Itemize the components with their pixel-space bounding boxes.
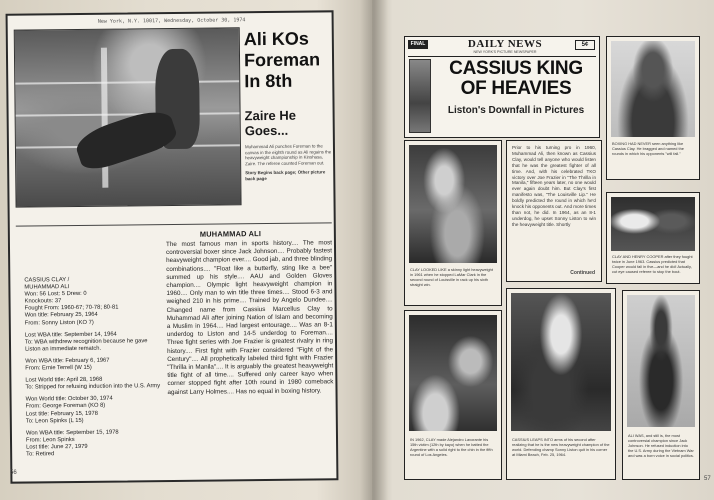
- photo-caption: CASSIUS LEAPS INTO arms of his second after realizing that he is the new heavyweight champion of the world. Defending champ Sonny Liston quit in his corner at Miami Beach, Feb. 25, 1964.: [512, 437, 610, 457]
- career-record: [24, 276, 176, 464]
- photo-ali-was: [622, 290, 700, 480]
- photo-cassius-leaps: [506, 288, 616, 480]
- ali-foreman-photo: [14, 27, 242, 207]
- record-line: From: Ernie Terrell (W 15): [25, 364, 92, 372]
- clipping-tagline: Story Begins back page; Other picture back page: [245, 169, 326, 182]
- photo-caption: IN 1962, CLAY made Alejandro Lavorante his 15th victim (12th by kayo) when he batted the Argentine with a solid right to the chin in the fifth round of Los Angeles.: [410, 437, 493, 457]
- daily-news-masthead: DAILY NEWS: [467, 38, 543, 50]
- record-line: Won WBA title: September 15, 1978: [25, 429, 119, 437]
- record-line: To: WBA withdrew recognition because he gave: [24, 338, 148, 346]
- record-line: From: Leon Spinks: [25, 436, 75, 444]
- record-line: From: George Foreman (KO 8): [25, 403, 106, 410]
- record-block: [25, 357, 175, 373]
- clipping-headline: Ali KOs Foreman In 8th: [243, 28, 321, 92]
- page-gutter: [360, 0, 388, 500]
- record-line: From: Sonny Liston (KO 7): [24, 319, 94, 327]
- front-page-headline: CASSIUS KING OF HEAVIES: [449, 58, 583, 99]
- photo-clay-looked-like: [404, 140, 502, 306]
- record-line: Won WBA title: February 6, 1967: [25, 357, 110, 365]
- clipping-subhead: Zaire He Goes...: [244, 107, 297, 139]
- front-page-deck: Liston's Downfall in Pictures: [447, 105, 585, 116]
- record-line: Won World title: October 30, 1974: [25, 395, 113, 403]
- photo-in-1962: [404, 310, 502, 480]
- record-line: To: Leon Spinks (L 15): [25, 417, 84, 425]
- masthead-rule: [408, 56, 596, 57]
- record-line: To: Retired: [26, 451, 55, 458]
- ring-rope: [16, 112, 240, 116]
- record-line: CASSIUS CLAY /: [24, 277, 70, 284]
- record-line: Fought From: 1960-67; 70-78; 80-81: [24, 304, 119, 312]
- article-continued: Continued: [570, 270, 595, 276]
- clipping-caption: Muhammad Ali punches Foreman to the canvas in the eighth round as Ali regains the heavyweight championship in Kinshasa, Zaire. The referee counted Foreman out.: [244, 143, 332, 167]
- bio-title: MUHAMMAD ALI: [199, 229, 262, 239]
- photo-caption: ALI WAS, and still is, the most controversial champion since Jack Johnson. He refused induction into the U.S. Army during the Vietnam War and was a born voice in social politics.: [628, 433, 694, 458]
- photo-clay-portrait: [606, 36, 700, 180]
- record-block: [24, 276, 175, 327]
- record-block: [25, 376, 175, 392]
- record-line: To: Stripped for refusing induction into the U.S. Army: [25, 383, 161, 391]
- record-line: Knockouts: 37: [24, 298, 62, 305]
- ring-rope: [15, 80, 239, 84]
- clipping-masthead-strip: New York, N.Y. 10017, Wednesday, October 30, 1974: [97, 17, 246, 25]
- record-line: MUHAMMAD ALI: [24, 284, 70, 291]
- celebration-image: [511, 293, 611, 431]
- daily-news-front-page: [404, 36, 600, 138]
- record-block: [26, 395, 176, 425]
- page-number-right: 57: [704, 476, 711, 482]
- clipping-headline-block: [244, 28, 334, 249]
- record-line: Won title: February 25, 1964: [24, 312, 98, 320]
- photo-caption: CLAY LOOKED LIKE a skinny light heavyweight in 1961 when he stopped LaMar Clark in the second round of Louisville in rack up his sixth straight win.: [410, 267, 493, 287]
- photo-caption: BOXING HAD NEVER seen anything like Cassius Clay. He bragged and named the rounds in which his opponents "will fall.": [612, 141, 684, 156]
- daily-news-masthead-subtitle: NEW YORK'S PICTURE NEWSPAPER: [473, 50, 537, 54]
- clay-fight-image: [409, 145, 497, 263]
- record-line: Lost WBA title: September 14, 1964: [24, 331, 117, 339]
- front-page-thumbnail: [409, 59, 431, 133]
- article-box: [506, 140, 602, 282]
- record-block: [25, 331, 175, 354]
- record-line: Lost title: June 27, 1979: [26, 443, 88, 451]
- final-edition-tag: FINAL: [408, 40, 428, 49]
- newspaper-clipping-card: [6, 10, 339, 483]
- cooper-image: [611, 197, 695, 251]
- portrait-image: [611, 41, 695, 137]
- photo-caption: CLAY AND HENRY COOPER after they fought twice in June 1963. Cassius predicted that Cooper would fall in five—and he did! Actually, cut eye caused referee to stop the bout.: [612, 254, 693, 274]
- page-number-left: 56: [10, 470, 17, 476]
- record-block: [26, 429, 176, 459]
- record-line: Lost title: February 15, 1978: [25, 410, 98, 418]
- ali-suit-image: [627, 295, 695, 427]
- record-line: Liston an immediate rematch.: [25, 345, 102, 353]
- lavorante-fight-image: [409, 315, 497, 431]
- photo-clay-cooper: [606, 192, 700, 284]
- article-text: Prior to his turning pro in 1960, Muhammad Ali, then known as Cassius Clay, would tell anyone who would listen that he was the greatest fighter of all time. And, with his celebrated TKO victory over Joe Frazier in "The Thrilla in Manila," fifteen years later, no one would ever again doubt him. But Clay's first manifesto was, "The Louisville Lip." He boldly predicted the round in which he'd knock his opponents out. And more times than not, he did. In 1964, as an 8-1 underdog, he upset Sonny Liston to win the heavyweight title. Shortly: [512, 145, 597, 227]
- price-box: 5¢: [575, 40, 595, 50]
- bio-text: The most famous man in sports history.... The most controversial boxer since Jack Johnson.... Probably fastest heavyweight champion ever.... Good jab, and three blinding combinations.... "Float like a butterfly, sting like a bee" summed up his style.... AAU and Golden Gloves champion.... Olympic light heavyweight champion in 1960.... Only man to win title three times.... Stood 6-3 and weighed 210 in his prime.... Trained by Angelo Dundee.... Changed name from Cassius Marcellus Clay to Muhammad Ali after joining Nation of Islam and becoming a Muslim in 1964.... Had largest entourage.... Was an 8-1 underdog to Liston and 14-5 underdog to Foreman.... Three fight series with Joe Frazier is greatest rivalry in ring history.... First fight with Frazier considered "Fight of the Century".... All prophetically labeled third fight with Frazier "Thrilla in Manila".... It is arguably the greatest heavyweight title fight of all time.... Suffered only career kayo when corner stopped fight after 10th round in 1980 comeback against Larry Holmes.... Has no equal in boxing history.: [165, 239, 334, 396]
- record-line: Won: 56 Lost: 5 Drew: 0: [24, 291, 87, 298]
- record-line: Lost World title: April 28, 1968: [25, 376, 103, 384]
